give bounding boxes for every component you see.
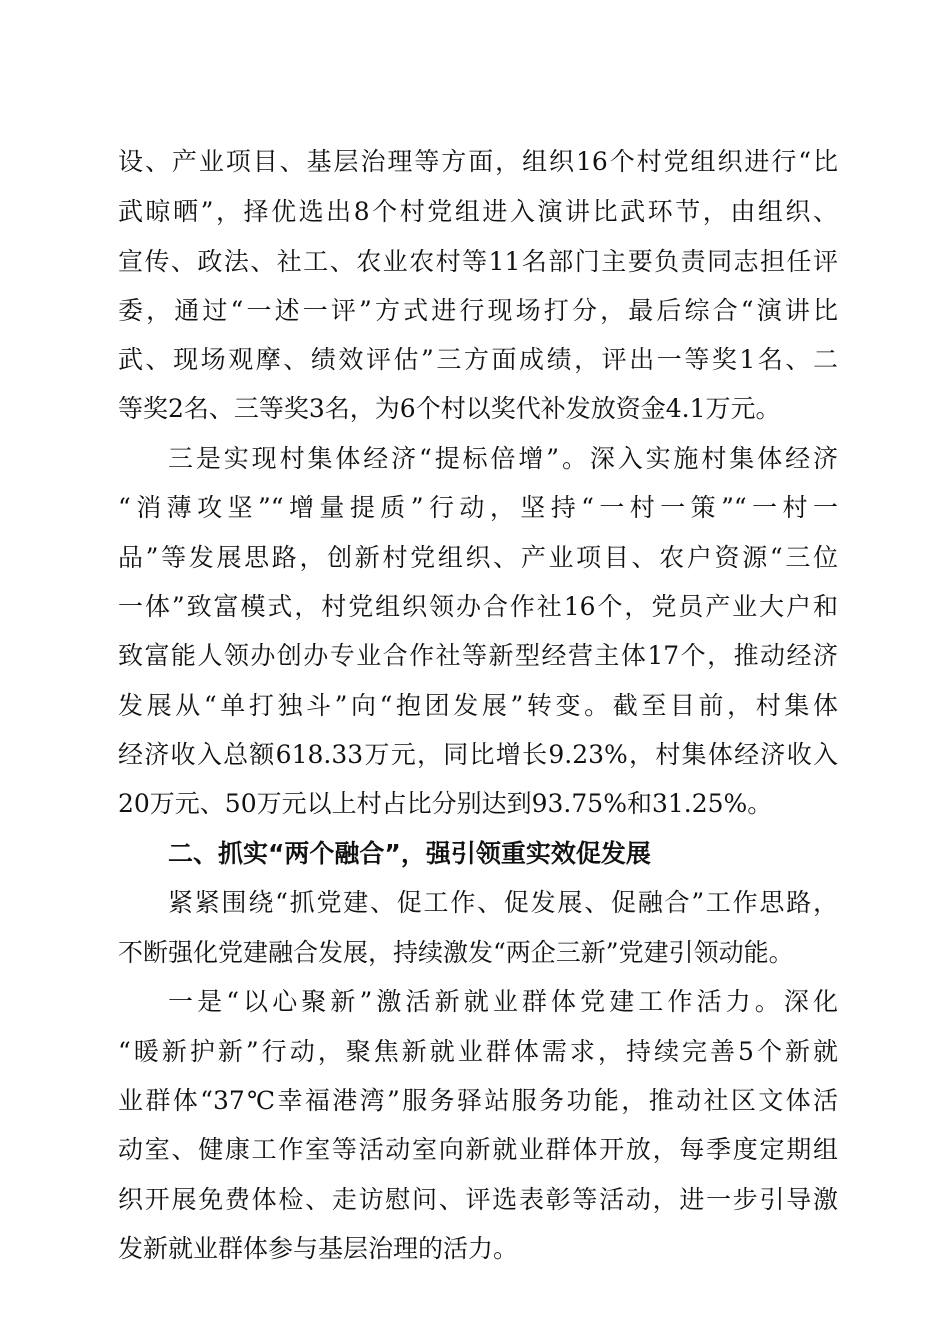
body-line-19: “暖新护新”行动，聚焦新就业群体需求，持续完善5个新就 bbox=[118, 1037, 838, 1066]
paragraph-start-one: 一是“以心聚新”激活新就业群体党建工作活力。深化 bbox=[168, 987, 838, 1016]
body-line-1: 设、产业项目、基层治理等方面，组织16个村党组织进行“比 bbox=[118, 147, 838, 176]
body-line-2: 武晾晒”，择优选出8个村党组进入演讲比武环节，由组织、 bbox=[118, 197, 838, 226]
body-line-11: 致富能人领办创办专业合作社等新型经营主体17个，推动经济 bbox=[118, 641, 838, 670]
body-line-13: 经济收入总额618.33万元，同比增长9.23%，村集体经济收入 bbox=[118, 740, 838, 769]
body-line-23: 发新就业群体参与基层治理的活力。 bbox=[118, 1234, 519, 1263]
body-line-12: 发展从“单打独斗”向“抱团发展”转变。截至目前，村集体 bbox=[118, 691, 838, 720]
body-line-4: 委，通过“一述一评”方式进行现场打分，最后综合“演讲比 bbox=[118, 296, 838, 325]
body-line-20: 业群体“37℃幸福港湾”服务驿站服务功能，推动社区文体活 bbox=[118, 1086, 838, 1115]
body-line-5: 武、现场观摩、绩效评估”三方面成绩，评出一等奖1名、二 bbox=[118, 345, 838, 374]
body-line-14: 20万元、50万元以上村占比分别达到93.75%和31.25%。 bbox=[118, 789, 773, 818]
body-line-22: 织开展免费体检、走访慰问、评选表彰等活动，进一步引导激 bbox=[118, 1185, 838, 1214]
body-line-6: 等奖2名、三等奖3名，为6个村以奖代补发放资金4.1万元。 bbox=[118, 394, 781, 423]
paragraph-start-three: 三是实现村集体经济“提标倍增”。深入实施村集体经济 bbox=[168, 444, 838, 473]
body-line-21: 动室、健康工作室等活动室向新就业群体开放，每季度定期组 bbox=[118, 1135, 838, 1164]
body-line-17: 不断强化党建融合发展，持续激发“两企三新”党建引领动能。 bbox=[118, 938, 794, 967]
section-heading-two: 二、抓实“两个融合”，强引领重实效促发展 bbox=[168, 839, 651, 868]
body-line-8: “消薄攻坚”“增量提质”行动，坚持“一村一策”“一村一 bbox=[118, 493, 838, 522]
body-line-9: 品”等发展思路，创新村党组织、产业项目、农户资源“三位 bbox=[118, 543, 838, 572]
body-line-10: 一体”致富模式，村党组织领办合作社16个，党员产业大户和 bbox=[118, 592, 838, 621]
paragraph-start-section-two: 紧紧围绕“抓党建、促工作、促发展、促融合”工作思路， bbox=[168, 888, 838, 917]
body-line-3: 宣传、政法、社工、农业农村等11名部门主要负责同志担任评 bbox=[118, 247, 838, 276]
